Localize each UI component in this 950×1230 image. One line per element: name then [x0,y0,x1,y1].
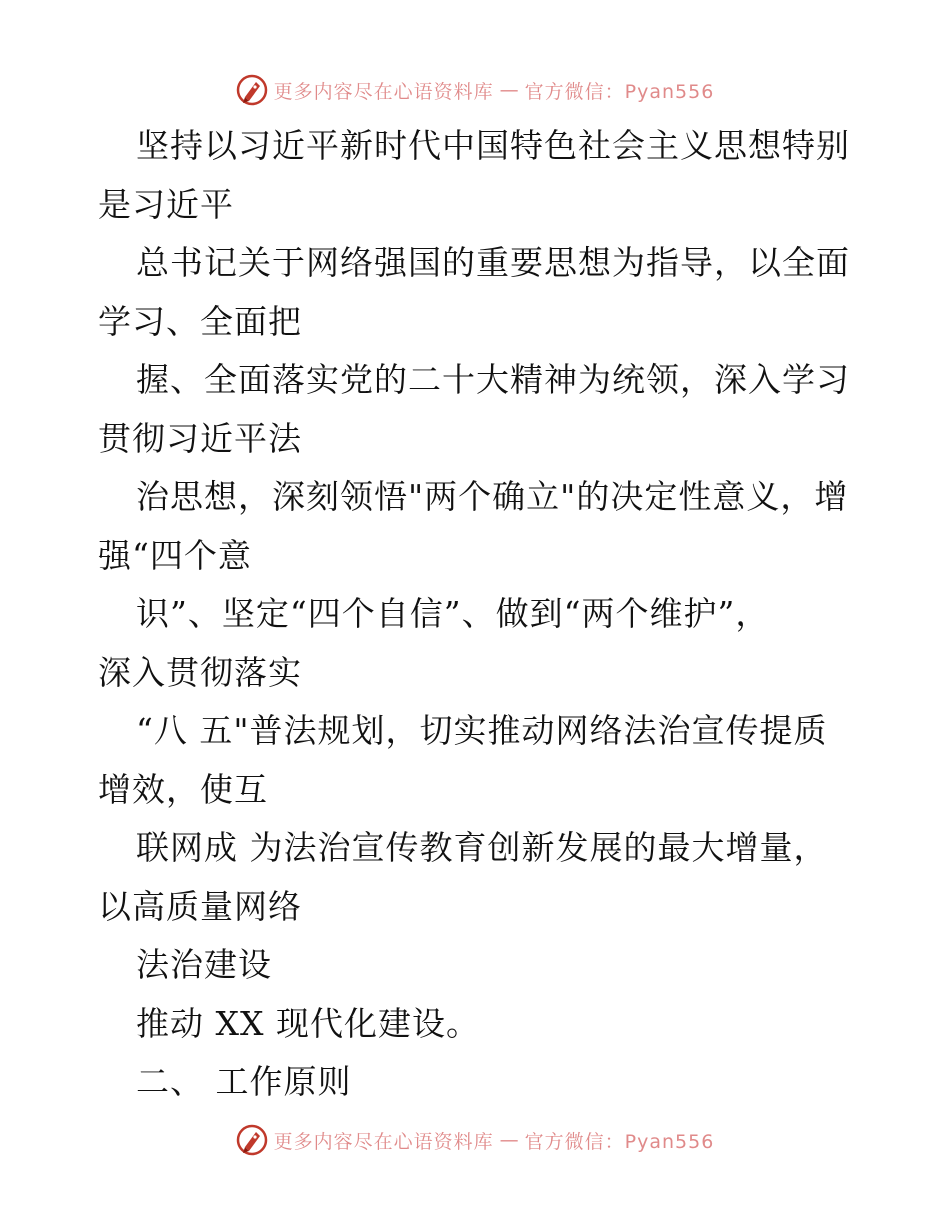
watermark-separator: — [499,1129,519,1151]
body-line: 联网成 为法治宣传教育创新发展的最大增量， [136,828,828,867]
body-line: 总书记关于网络强国的重要思想为指导，以全面 [136,243,850,282]
body-line: 贯彻习近平法 [98,418,302,458]
header-watermark [0,70,950,110]
body-line: 治思想，深刻领悟"两个确立"的决定性意义，增 [136,477,849,516]
body-line: 增效，使互 [98,769,268,809]
watermark-separator: — [499,79,519,101]
document-body [98,117,858,1112]
section-heading: 二、 工作原则 [136,1062,352,1101]
body-line: 推动 XX 现代化建设。 [136,1003,480,1043]
body-line: 学习、全面把 [98,301,302,341]
body-line: 深入贯彻落实 [98,652,302,692]
body-line: “八 五"普法规划，切实推动网络法治宣传提质 [136,711,828,750]
watermark-contact-text: 官方微信：Pyan556 [524,1130,715,1153]
footer-watermark [0,1120,950,1160]
body-line: 是习近平 [98,184,234,224]
watermark-contact-text: 官方微信：Pyan556 [524,80,715,103]
pen-nib-logo-icon [236,1124,268,1156]
body-line: 法治建设 [136,945,272,984]
body-line: 以高质量网络 [98,886,302,926]
watermark-brand-text: 更多内容尽在心语资料库 [273,1130,494,1153]
body-line: 识”、坚定“四个自信”、做到“两个维护”， [136,594,770,633]
watermark-brand-text: 更多内容尽在心语资料库 [273,80,494,103]
body-line: 强“四个意 [98,535,252,575]
body-line: 坚持以习近平新时代中国特色社会主义思想特别 [136,126,850,165]
pen-nib-logo-icon [236,74,268,106]
body-line: 握、全面落实党的二十大精神为统领，深入学习 [136,360,850,399]
